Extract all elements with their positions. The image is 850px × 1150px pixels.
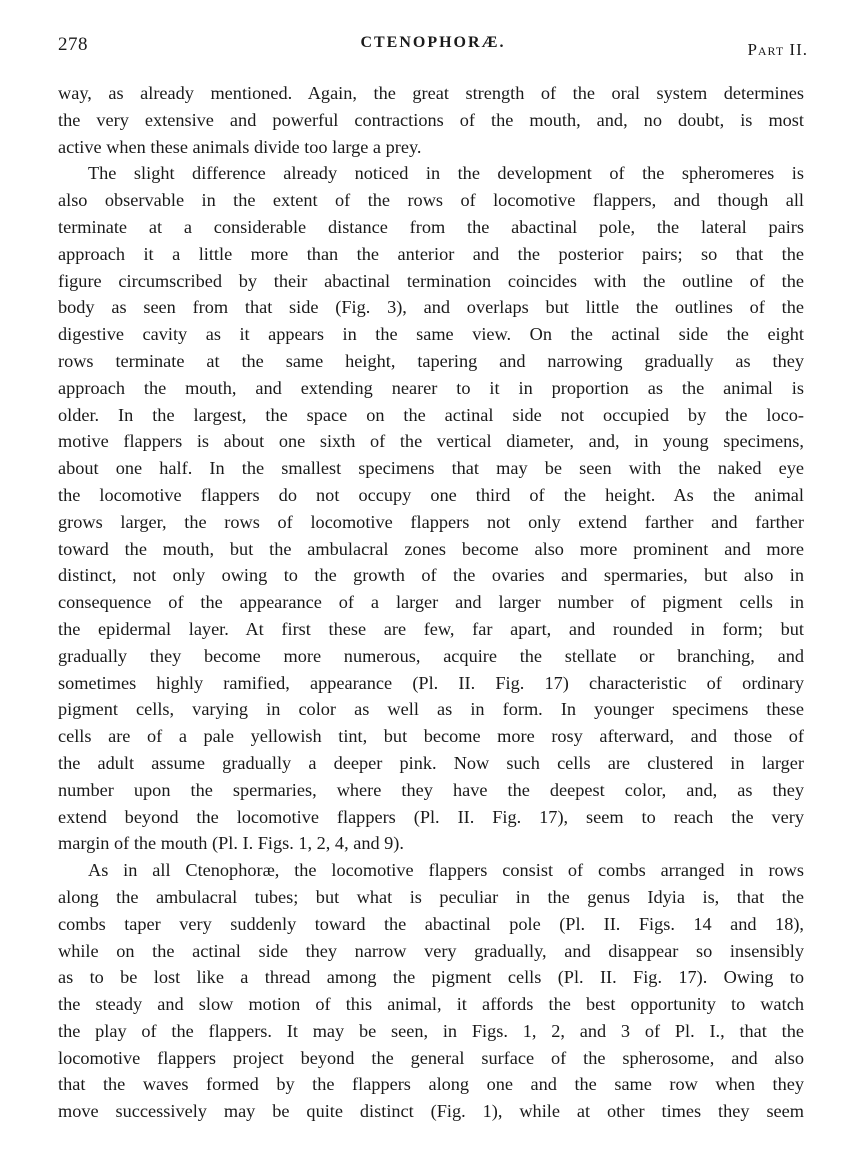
text-line: as to be lost like a thread among the pigment cells (Pl. II. Fig. 17). Owing to bbox=[58, 967, 804, 988]
text-line: along the ambulacral tubes; but what is peculiar in the genus Idyia is, that the bbox=[58, 886, 804, 907]
text-line: the adult assume gradually a deeper pink. Now such cells are clustered in larger bbox=[58, 752, 804, 773]
body-text bbox=[58, 80, 804, 1125]
text-line: older. In the largest, the space on the actinal side not occupied by the loco- bbox=[58, 404, 804, 425]
text-line: body as seen from that side (Fig. 3), and overlaps but little the outlines of the bbox=[58, 297, 804, 318]
text-line: toward the mouth, but the ambulacral zones become also more prominent and more bbox=[58, 538, 804, 559]
text-line: consequence of the appearance of a larger and larger number of pigment cells in bbox=[58, 592, 804, 613]
text-line: grows larger, the rows of locomotive flappers not only extend farther and farther bbox=[58, 511, 804, 532]
text-line: sometimes highly ramified, appearance (Pl. II. Fig. 17) characteristic of ordinary bbox=[58, 672, 804, 693]
text-line: move successively may be quite distinct (Fig. 1), while at other times they seem bbox=[58, 1101, 804, 1122]
text-line: the very extensive and powerful contractions of the mouth, and, no doubt, is most bbox=[58, 109, 804, 130]
text-line: pigment cells, varying in color as well as in form. In younger specimens these bbox=[58, 699, 804, 720]
text-line: figure circumscribed by their abactinal termination coincides with the outline of the bbox=[58, 270, 804, 291]
text-line: rows terminate at the same height, tapering and narrowing gradually as they bbox=[58, 350, 804, 371]
text-line: distinct, not only owing to the growth of the ovaries and spermaries, but also in bbox=[58, 565, 804, 586]
page-header bbox=[58, 34, 808, 64]
text-line: while on the actinal side they narrow very gradually, and disappear so insensibly bbox=[58, 940, 804, 961]
text-line: the locomotive flappers do not occupy one third of the height. As the animal bbox=[58, 484, 804, 505]
part-label: Part II. bbox=[747, 40, 808, 59]
text-line: locomotive flappers project beyond the general surface of the spherosome, and also bbox=[58, 1047, 804, 1068]
text-line: margin of the mouth (Pl. I. Figs. 1, 2, 4, and 9). bbox=[58, 833, 404, 854]
text-line: the play of the flappers. It may be seen, in Figs. 1, 2, and 3 of Pl. I., that the bbox=[58, 1020, 804, 1041]
text-line: active when these animals divide too large a prey. bbox=[58, 136, 422, 157]
running-title: CTENOPHORÆ. bbox=[360, 34, 506, 51]
text-line: As in all Ctenophoræ, the locomotive flappers consist of combs arranged in rows bbox=[88, 860, 804, 881]
text-line: motive flappers is about one sixth of the vertical diameter, and, in young specimens, bbox=[58, 431, 804, 452]
text-line: about one half. In the smallest specimens that may be seen with the naked eye bbox=[58, 458, 804, 479]
text-line: also observable in the extent of the rows of locomotive flappers, and though all bbox=[58, 190, 804, 211]
text-line: extend beyond the locomotive flappers (Pl. II. Fig. 17), seem to reach the very bbox=[58, 806, 804, 827]
text-line: terminate at a considerable distance from the abactinal pole, the lateral pairs bbox=[58, 216, 804, 237]
text-line: approach the mouth, and extending nearer to it in proportion as the animal is bbox=[58, 377, 804, 398]
text-line: approach it a little more than the anterior and the posterior pairs; so that the bbox=[58, 243, 804, 264]
text-line: combs taper very suddenly toward the abactinal pole (Pl. II. Figs. 14 and 18), bbox=[58, 913, 804, 934]
text-line: gradually they become more numerous, acquire the stellate or branching, and bbox=[58, 645, 804, 666]
text-line: way, as already mentioned. Again, the great strength of the oral system determines bbox=[58, 83, 804, 103]
text-line: the epidermal layer. At first these are few, far apart, and rounded in form; but bbox=[58, 618, 804, 639]
text-line: number upon the spermaries, where they have the deepest color, and, as they bbox=[58, 779, 804, 800]
text-line: cells are of a pale yellowish tint, but become more rosy afterward, and those of bbox=[58, 726, 804, 747]
page-number: 278 bbox=[58, 34, 88, 55]
text-line: The slight difference already noticed in the development of the spheromeres is bbox=[88, 163, 804, 184]
text-line: the steady and slow motion of this animal, it affords the best opportunity to watch bbox=[58, 994, 804, 1015]
text-line: digestive cavity as it appears in the same view. On the actinal side the eight bbox=[58, 324, 804, 345]
text-line: that the waves formed by the flappers along one and the same row when they bbox=[58, 1074, 804, 1095]
